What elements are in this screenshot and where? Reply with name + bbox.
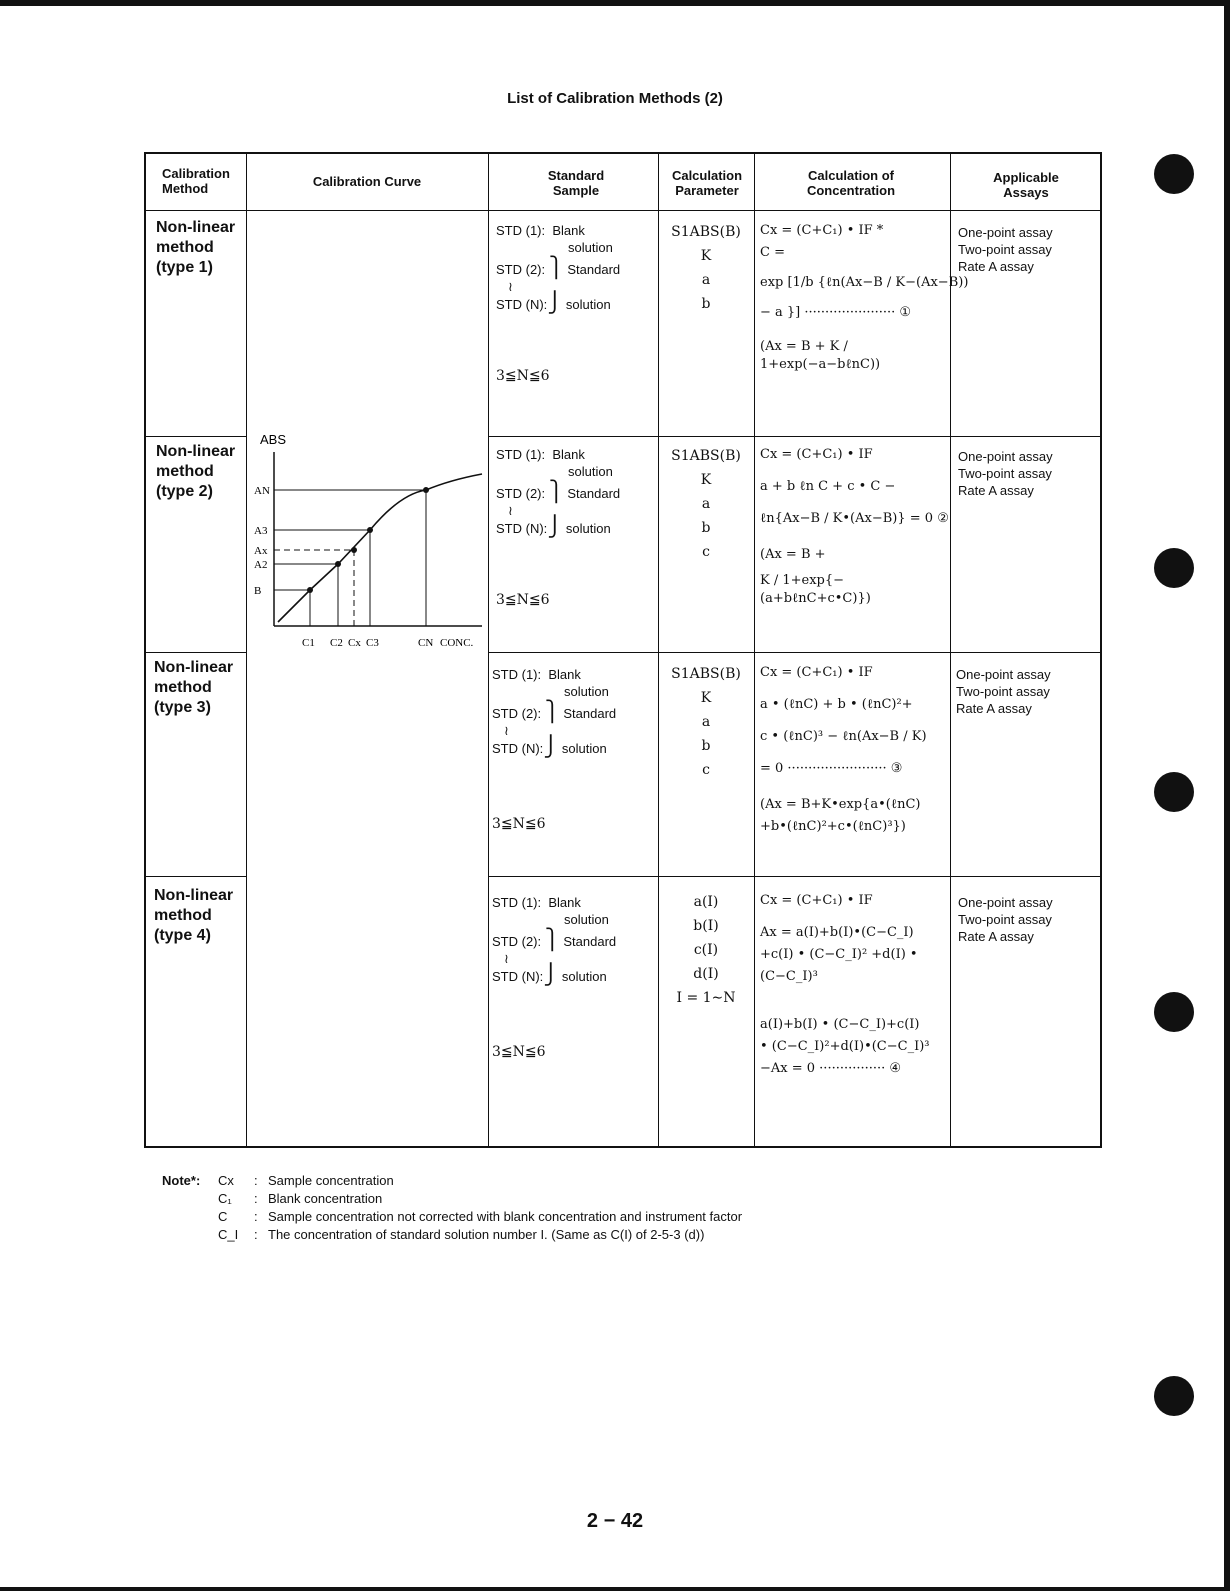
method-type-1: Non-linear method (type 1) [156, 219, 236, 276]
binder-hole-3 [1154, 772, 1194, 812]
binder-hole-2 [1154, 548, 1194, 588]
point-c3 [367, 527, 373, 533]
header-assays: Applicable Assays [993, 170, 1059, 200]
point-cn [423, 487, 429, 493]
page-edge-right [1224, 0, 1230, 1591]
point-c1 [307, 587, 313, 593]
params-3: S1ABS(B) K a b c [671, 666, 741, 778]
header-curve: Calibration Curve [312, 174, 422, 189]
y-label-b: B [254, 585, 262, 597]
binder-hole-5 [1154, 1376, 1194, 1416]
calibration-table [144, 152, 1102, 1148]
standard-sample-2: STD (1): Blank solution STD (2): ⎫ Standard ≀ STD (N):⎭ solution 3≦N≦6 [496, 447, 621, 608]
point-c2 [335, 561, 341, 567]
x-label-conc: CONC. [440, 637, 474, 649]
method-type-3: Non-linear method (type 3) [154, 659, 234, 716]
page-number: 2 − 42 [586, 1510, 644, 1532]
calibration-curve-line [278, 474, 482, 622]
calc-3: Cx = (C+C₁) • IF a • (ℓnC) + b • (ℓnC)²+ c • (ℓnC)³ − ℓn(Ax−B / K) = 0 ························ ③ (Ax = B+K•exp{a•(ℓnC) +b•(ℓnC)²+c•(ℓnC)³}) [760, 665, 927, 834]
header-method: Calibration Method [162, 166, 230, 196]
standard-sample-3: STD (1): Blank solution STD (2): ⎫ Standard ≀ STD (N):⎭ solution 3≦N≦6 [492, 667, 617, 832]
assays-2: One-point assay Two-point assay Rate A assay [958, 449, 1053, 498]
x-label-c1: C1 [302, 637, 315, 649]
params-2: S1ABS(B) K a b c [671, 448, 741, 560]
params-4: a(I) b(I) c(I) d(I) I = 1∼N [676, 894, 736, 1006]
x-label-cx: Cx [348, 637, 361, 649]
assays-1: One-point assay Two-point assay Rate A assay [958, 225, 1053, 274]
x-label-c3: C3 [366, 637, 379, 649]
standard-sample-4: STD (1): Blank solution STD (2): ⎫ Standard ≀ STD (N):⎭ solution 3≦N≦6 [492, 895, 617, 1060]
y-label-a3: A3 [254, 525, 268, 537]
calc-2: Cx = (C+C₁) • IF a + b ℓn C + c • C − ℓn{Ax−B / K•(Ax−B)} = 0 ② (Ax = B + K / 1+exp{−(a+bℓnC+c•C)}) [760, 447, 949, 606]
notes: Note*: Cx : Sample concentration C₁ : Blank concentration C : Sample concentration not corrected with blank concentration and instrument factor C_I : The concentration of standard solution number I. (Same as C(I) of 2-5-3 (d)) [162, 1173, 743, 1242]
page-title: List of Calibration Methods (2) [507, 90, 723, 107]
page-edge-bottom [0, 1587, 1230, 1591]
calc-1: Cx = (C+C₁) • IF * C = exp [1/b {ℓn(Ax−B / K−(Ax−B)) − a }] ······················ ① (Ax = B + K / 1+exp(−a−bℓnC)) [760, 223, 969, 372]
x-label-cn: CN [418, 637, 434, 649]
y-label-an: AN [254, 485, 270, 497]
assays-4: One-point assay Two-point assay Rate A assay [958, 895, 1053, 944]
y-label-a2: A2 [254, 559, 268, 571]
x-label-c2: C2 [330, 637, 343, 649]
method-type-2: Non-linear method (type 2) [156, 443, 236, 500]
assays-3: One-point assay Two-point assay Rate A assay [956, 667, 1051, 716]
header-param: Calculation Parameter [671, 168, 743, 198]
point-cx [351, 547, 357, 553]
calibration-curve-graph [250, 430, 486, 660]
header-calc: Calculation of Concentration [806, 168, 896, 198]
standard-sample-1: STD (1): Blank solution STD (2): ⎫ Standard ≀ STD (N):⎭ solution 3≦N≦6 [496, 223, 621, 384]
y-axis-title: ABS [260, 432, 287, 447]
method-type-4: Non-linear method (type 4) [154, 887, 234, 944]
y-label-ax: Ax [254, 545, 268, 557]
binder-hole-1 [1154, 154, 1194, 194]
note-label: Note*: [162, 1173, 201, 1188]
params-1: S1ABS(B) K a b [671, 224, 741, 312]
header-sample: Standard Sample [547, 168, 605, 198]
page-edge-top [0, 0, 1230, 6]
binder-hole-4 [1154, 992, 1194, 1032]
calc-4: Cx = (C+C₁) • IF Ax = a(I)+b(I)•(C−C_I) +c(I) • (C−C_I)² +d(I) • (C−C_I)³ a(I)+b(I) • (C−C_I)+c(I) • (C−C_I)²+d(I)•(C−C_I)³ −Ax = 0 ················ ④ [760, 893, 930, 1076]
